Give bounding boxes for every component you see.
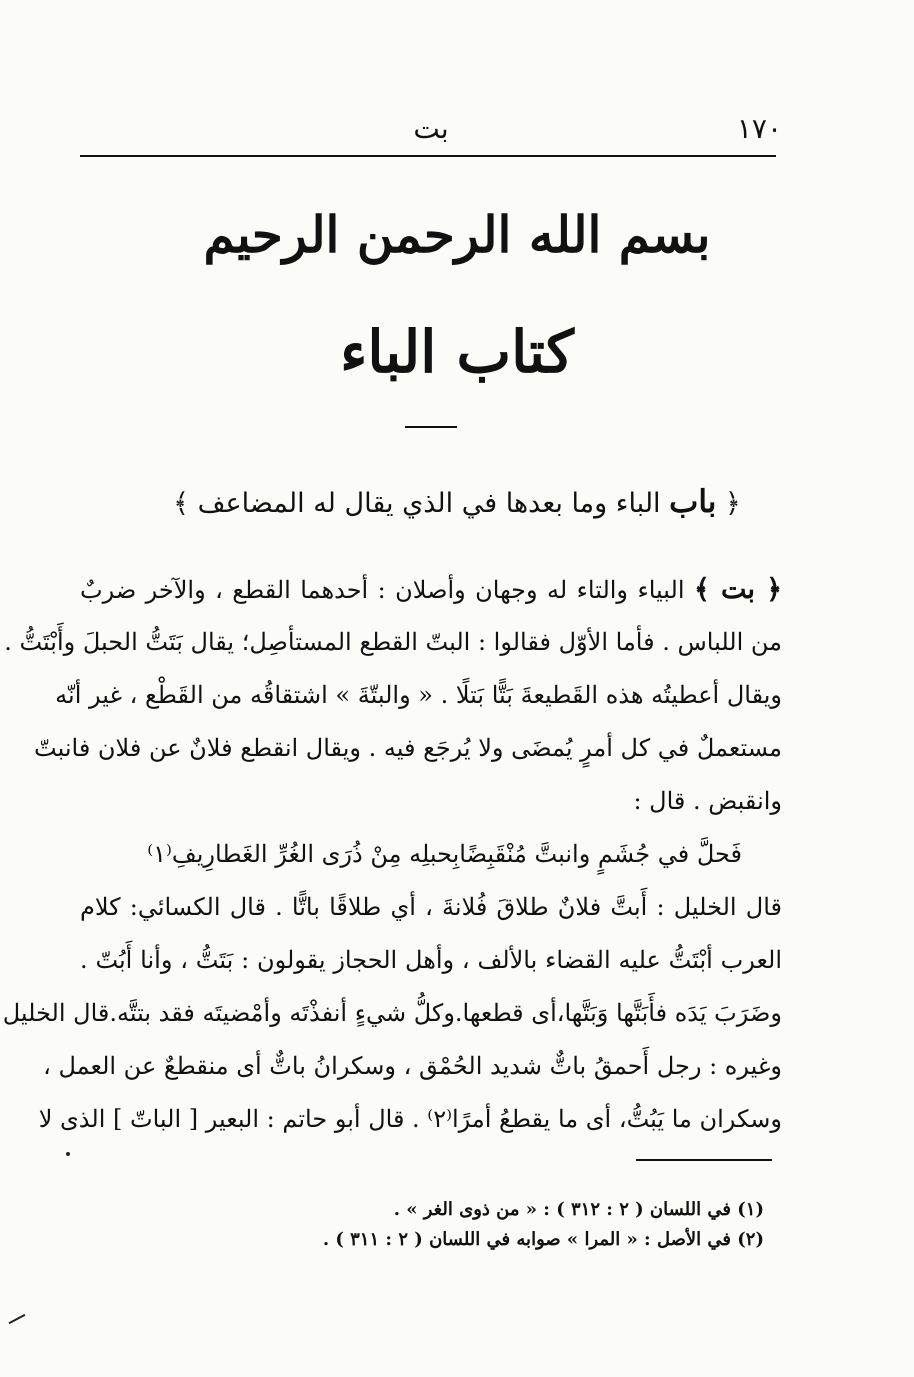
- section-heading: [0, 484, 914, 520]
- page-number: ١٧٠: [736, 112, 782, 145]
- entry-head: ﴿ بت ﴾: [693, 574, 783, 605]
- verse-second-hemistich: بِحبلِه مِنْ ذُرَى الغُرِّ الغَطارِيفِ⁽١⁾: [147, 840, 460, 868]
- verse-line: [80, 828, 782, 881]
- header-rule: [80, 155, 776, 157]
- heading-open-bracket: ﴿: [725, 488, 741, 519]
- footnote-1: (١) في اللسان ( ٢ : ٣١٢ ) : « من ذوى الغر » .: [393, 1199, 764, 1220]
- verse-first-hemistich: فَحلَّ في جُشَمٍ وانبتَّ مُنْقَبِضًا: [459, 840, 742, 868]
- page-header: [80, 112, 782, 152]
- body-line: وانقبض . قال :: [633, 787, 782, 815]
- footnotes: [323, 1195, 764, 1255]
- heading-close-bracket: ﴾: [173, 488, 189, 519]
- ink-dot: [66, 1152, 70, 1156]
- body-line: من اللباس . فأما الأوّل فقالوا : البتّ القطع المستأصِل؛ يقال بَتَتُّ الحبلَ وأَبْتَتُّ .: [4, 628, 782, 656]
- body-line: مستعملٌ في كل أمرٍ يُمضَى ولا يُرجَع فيه . ويقال انقطع فلانٌ عن فلان فانبتّ: [34, 734, 782, 762]
- book-title: كتاب الباء: [340, 318, 574, 386]
- heading-text: الباء وما بعدها في الذي يقال له المضاعف: [197, 488, 661, 519]
- ink-mark: [9, 1314, 26, 1324]
- title-divider: [405, 426, 457, 428]
- footnote-2: (٢) في الأصل : « المرا » صوابه في اللسان ( ٢ : ٣١١ ) .: [322, 1229, 764, 1250]
- basmala: بسم الله الرحمن الرحيم: [203, 205, 711, 264]
- body-line: [80, 563, 782, 616]
- running-head: بت: [413, 112, 449, 145]
- body-line: قال الخليل : أَبتَّ فلانٌ طلاقَ فُلانةَ ، أي طلاقًا باتًّا . قال الكسائي: كلام: [80, 893, 782, 921]
- footnote-rule: [636, 1159, 772, 1161]
- body-line: العرب أبْتَتُّ عليه القضاء بالألف ، وأهل الحجاز يقولون : بَتَتُّ ، وأنا أَبُتّ .: [80, 946, 782, 974]
- heading-strong-word: باب: [669, 484, 717, 520]
- body-line: وضَرَبَ يَدَه فأَبَتَّها وَبَتَّها،أى قطعها.وكلُّ شيءٍ أنفذْتَه وأمْضيتَه فقد بتتَّه.قال الخليل: [2, 999, 782, 1027]
- body-line: ويقال أعطيتُه هذه القَطيعةَ بَتًّا بَتلًا . « والبتّةَ » اشتقاقُه من القَطْع ، غير أنّه: [55, 681, 782, 709]
- body-line: وغيره : رجل أَحمقُ باتٌّ شديد الحُمْق ، وسكرانُ باتٌّ أى منقطعٌ عن العمل ،: [43, 1052, 782, 1080]
- body-line: وسكران ما يَبُتُّ، أى ما يقطعُ أمرًا⁽٢⁾ . قال أبو حاتم : البعير [ الباتّ ] الذى لا: [38, 1105, 782, 1133]
- line-text: البياء والتاء له وجهان وأصلان : أحدهما القطع ، والآخر ضربٌ: [80, 576, 685, 604]
- body-text: [2, 563, 783, 1146]
